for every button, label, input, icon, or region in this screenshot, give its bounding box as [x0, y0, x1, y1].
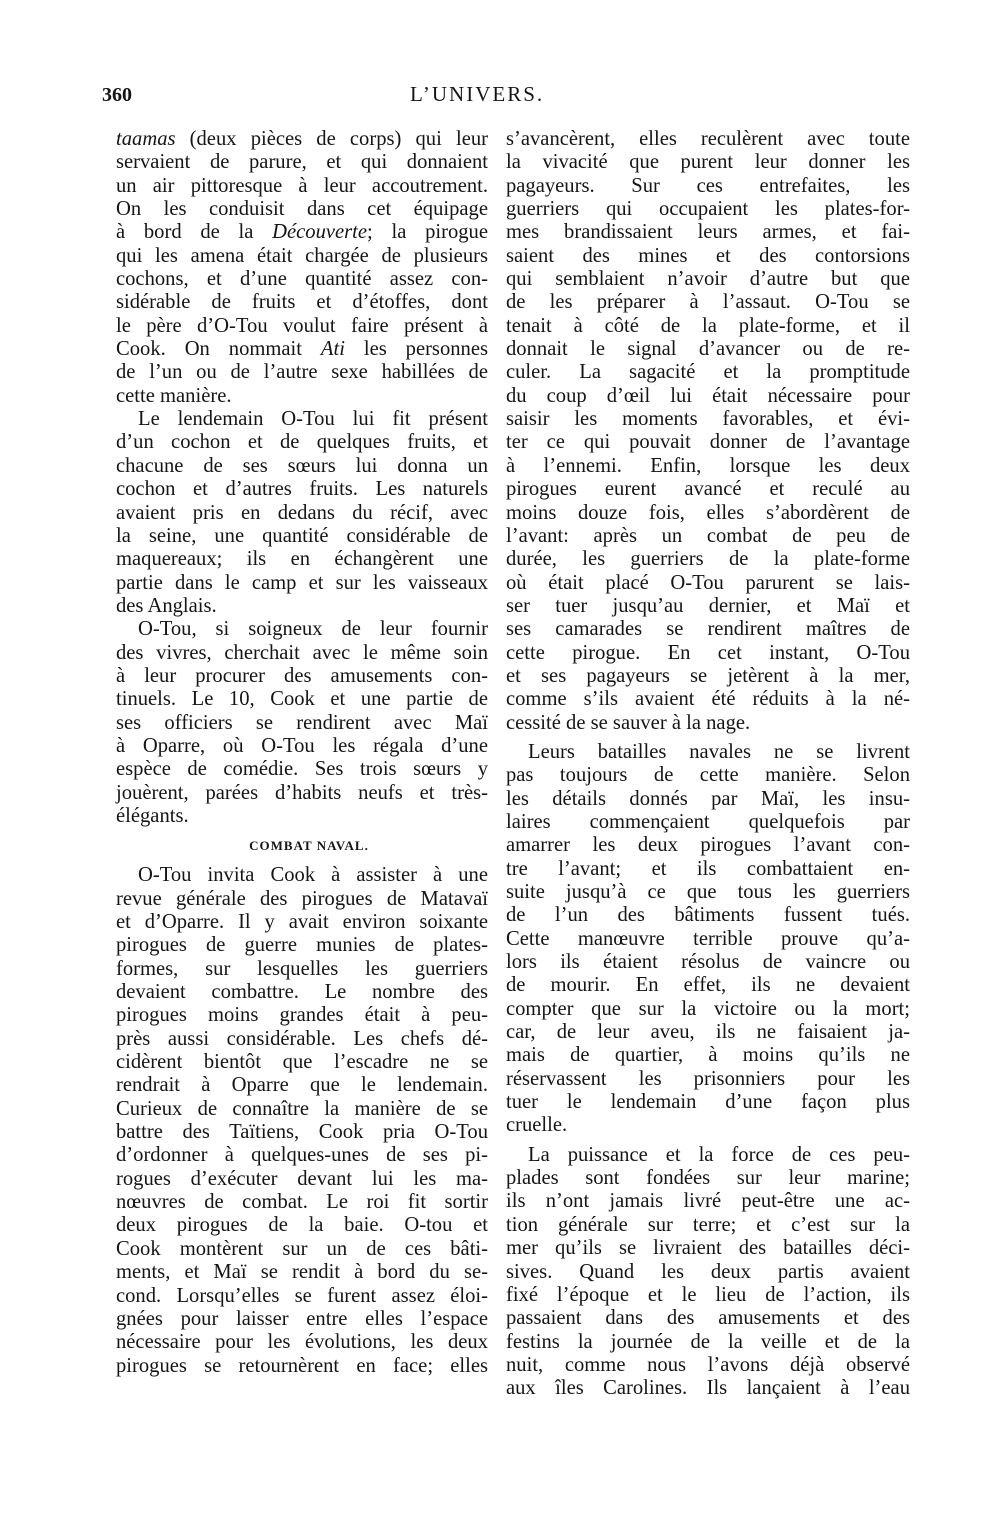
text-line: Curieux de connaître la manière de se [116, 1097, 488, 1120]
text-line: du coup d’œil lui était nécessaire pour [506, 384, 910, 407]
text-line: ses camarades se rendirent maîtres de [506, 618, 910, 641]
text-line: cond. Lorsqu’elles se furent assez éloi- [116, 1284, 488, 1307]
text-line: amarrer les deux pirogues l’avant con- [506, 834, 910, 857]
text-line: qui semblaient n’avoir d’autre but que [506, 268, 910, 291]
text-line: gnées pour laisser entre elles l’espace [116, 1307, 488, 1330]
text-line: suite jusqu’à ce que tous les guerriers [506, 881, 910, 903]
text-line: cochons, et d’une quantité assez con- [116, 268, 488, 291]
text-line: réservassent les prisonniers pour les [506, 1067, 910, 1090]
text-line: cidèrent bientôt que l’escadre ne se [116, 1051, 488, 1074]
text-line: ser tuer jusqu’au dernier, et Maï et [506, 594, 910, 617]
text-line: Leurs batailles navales ne se livrent [528, 740, 910, 763]
text-line: passaient dans des amusements et des [506, 1307, 910, 1330]
text-line: cette manière. [116, 384, 232, 407]
text-line: pirogues moins grandes était à peu- [116, 1004, 488, 1027]
italic-term: Ati [320, 338, 345, 361]
text-line: formes, sur lesquelles les guerriers [116, 957, 488, 980]
text-line: les détails donnés par Maï, les insu- [506, 787, 910, 810]
text-line: plades sont fondées sur leur marine; [506, 1167, 910, 1190]
text-line: d’ordonner à quelques-unes de ses pi- [116, 1144, 488, 1167]
text-line: cruelle. [506, 1114, 568, 1137]
text-line: et ses pagayeurs se jetèrent à la mer, [506, 664, 910, 687]
text-line: moins douze fois, elles s’abordèrent de [506, 501, 910, 524]
text-line: cette pirogue. En cet instant, O-Tou [506, 641, 910, 664]
text-line: des Anglais. [116, 594, 217, 617]
running-title: L’UNIVERS. [410, 82, 545, 106]
text-line [116, 338, 488, 361]
text-line: car, de leur aveu, ils ne faisaient ja- [506, 1021, 910, 1044]
text-line: pirogues eurent avancé et reculé au [506, 478, 910, 501]
text-line: La puissance et la force de ces peu- [528, 1143, 910, 1166]
text-line: durée, les guerriers de la plate-forme [506, 548, 910, 571]
text-line: Le lendemain O-Tou lui fit présent [138, 408, 488, 431]
text-line: O-Tou, si soigneux de leur fournir [138, 618, 488, 641]
text-line: tre l’avant; et ils combattaient en- [506, 857, 910, 880]
text-line: tuer le lendemain d’une façon plus [506, 1091, 910, 1114]
text-line: Cook montèrent sur un de ces bâti- [116, 1237, 488, 1260]
text-line: ter ce qui pouvait donner de l’avantage [506, 431, 910, 454]
text-line: tion générale sur terre; et c’est sur la [506, 1213, 910, 1236]
text-segment: ; la pirogue [367, 221, 488, 244]
text-line: rendrait à Oparre que le lendemain. [116, 1074, 488, 1097]
text-line: revue générale des pirogues de Matavaï [116, 887, 488, 910]
text-line: lors ils étaient résolus de vaincre ou [506, 951, 910, 974]
text-line: pirogues se retournèrent en face; elles [116, 1354, 488, 1377]
text-line: mes brandissaient leurs armes, et fai- [506, 221, 910, 244]
text-segment: à bord de la [116, 221, 273, 244]
text-line: où était placé O-Tou parurent se lais- [506, 571, 910, 594]
text-line: fixé l’époque et le lieu de l’action, ils [506, 1283, 910, 1306]
text-line: à leur procurer des amusements con- [116, 664, 488, 687]
text-line: s’avancèrent, elles reculèrent avec toute [506, 128, 910, 150]
text-line: tinuels. Le 10, Cook et une partie de [116, 688, 488, 711]
text-line: à Oparre, où O-Tou les régala d’une [116, 734, 488, 757]
text-line: mer qu’ils se livraient des batailles déci- [506, 1237, 910, 1260]
text-line: Cette manœuvre terrible prouve qu’a- [506, 927, 910, 950]
text-line: partie dans le camp et sur les vaisseaux [116, 571, 488, 594]
text-line: la seine, une quantité considérable de [116, 524, 488, 547]
italic-term: taamas [116, 128, 176, 150]
text-line: mais de quartier, à moins qu’ils ne [506, 1044, 910, 1067]
text-line [116, 128, 488, 151]
text-line: battre des Taïtiens, Cook pria O-Tou [116, 1121, 488, 1144]
text-line: maquereaux; ils en échangèrent une [116, 548, 488, 571]
text-line: qui les amena était chargée de plusieurs [116, 244, 488, 267]
text-line: espèce de comédie. Ses trois sœurs y [116, 758, 488, 781]
text-line: et d’Oparre. Il y avait environ soixante [116, 911, 488, 933]
text-line: nœuvres de combat. Le roi fit sortir [116, 1191, 488, 1214]
left-column [116, 128, 488, 1378]
text-line: O-Tou invita Cook à assister à une [138, 864, 488, 887]
text-line: comme s’ils avaient été réduits à la né- [506, 688, 910, 711]
page-number: 360 [102, 84, 132, 106]
text-line: ils n’ont jamais livré peut-être une ac- [506, 1190, 910, 1213]
text-line: à l’ennemi. Enfin, lorsque les deux [506, 454, 910, 477]
italic-term: Découverte [272, 221, 368, 244]
text-line: un air pittoresque à leur accoutrement. [116, 174, 488, 197]
text-line: d’un cochon et de quelques fruits, et [116, 431, 488, 454]
text-line: jouèrent, parées d’habits neufs et très- [116, 781, 488, 804]
text-line: de l’un ou de l’autre sexe habillées de [116, 361, 488, 384]
text-line: tenait à côté de la plate-forme, et il [506, 314, 910, 337]
text-line: de les préparer à l’assaut. O-Tou se [506, 291, 910, 314]
text-line: cessité de se sauver à la nage. [506, 711, 751, 734]
text-line: festins la journée de la veille et de la [506, 1330, 910, 1353]
text-line: culer. La sagacité et la promptitude [506, 361, 910, 384]
text-line: cochon et d’autres fruits. Les naturels [116, 478, 488, 501]
text-line: ses officiers se rendirent avec Maï [116, 711, 488, 734]
text-line: donnait le signal d’avancer ou de re- [506, 338, 910, 361]
right-column [506, 128, 910, 1401]
text-line: la vivacité que purent leur donner les [506, 151, 910, 174]
text-line: servaient de parure, et qui donnaient [116, 151, 488, 174]
text-line: On les conduisit dans cet équipage [116, 198, 488, 221]
text-line: de mourir. En effet, ils ne devaient [506, 974, 910, 997]
text-line: des vivres, cherchait avec le même soin [116, 641, 488, 664]
text-line: de l’un des bâtiments fussent tués. [506, 904, 910, 927]
text-line: nuit, comme nous l’avons déjà observé [506, 1353, 910, 1376]
text-line: sidérable de fruits et d’étoffes, dont [116, 291, 488, 314]
section-heading: COMBAT NAVAL. [249, 838, 369, 854]
text-line: pas toujours de cette manière. Selon [506, 764, 910, 787]
text-line: ments, et Maï se rendit à bord du se- [116, 1261, 488, 1284]
text-line: le père d’O-Tou voulut faire présent à [116, 314, 488, 337]
text-line: pagayeurs. Sur ces entrefaites, les [506, 174, 910, 197]
text-line: avaient pris en dedans du récif, avec [116, 501, 488, 524]
text-line: rogues d’exécuter devant lui les ma- [116, 1167, 488, 1190]
text-line: chacune de ses sœurs lui donna un [116, 454, 488, 477]
text-line: pirogues de guerre munies de plates- [116, 934, 488, 957]
text-line: laires commençaient quelquefois par [506, 810, 910, 833]
text-line: deux pirogues de la baie. O-tou et [116, 1214, 488, 1237]
text-line: saient des mines et des contorsions [506, 244, 910, 267]
text-segment: les personnes [344, 338, 488, 361]
running-head [102, 84, 912, 114]
text-line [116, 221, 488, 244]
text-line: devaient combattre. Le nombre des [116, 981, 488, 1004]
text-segment: Cook. On nommait [116, 338, 321, 361]
text-line: guerriers qui occupaient les plates-for- [506, 198, 910, 221]
text-line: l’avant: après un combat de peu de [506, 524, 910, 547]
text-line: nécessaire pour les évolutions, les deux [116, 1331, 488, 1354]
text-line: compter que sur la victoire ou la mort; [506, 997, 910, 1020]
text-line: saisir les moments favorables, et évi- [506, 408, 910, 431]
text-line: près aussi considérable. Les chefs dé- [116, 1027, 488, 1050]
text-line: sives. Quand les deux partis avaient [506, 1260, 910, 1283]
text-line: élégants. [116, 804, 189, 827]
text-segment: (deux pièces de corps) qui leur [175, 128, 488, 150]
text-line: aux îles Carolines. Ils lançaient à l’eau [506, 1377, 910, 1400]
